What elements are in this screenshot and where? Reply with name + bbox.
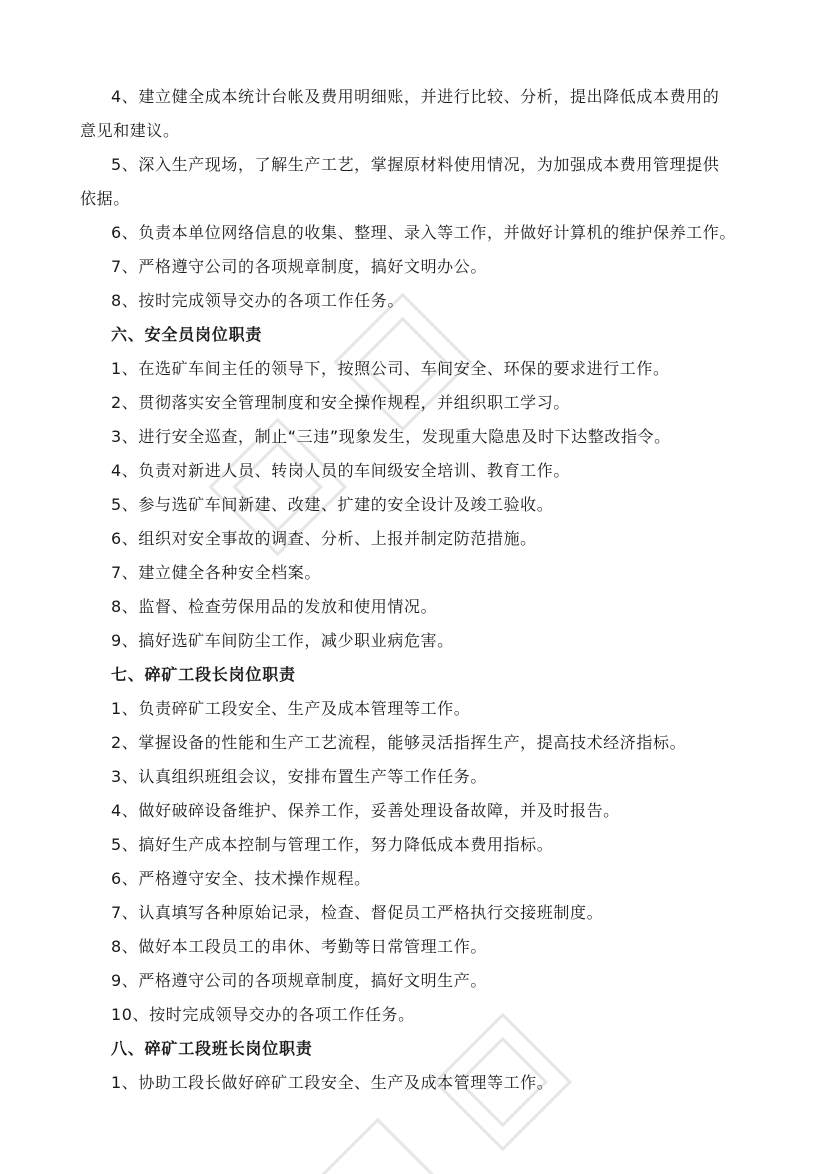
paragraph-line: 9、严格遵守公司的各项规章制度，搞好文明生产。 [111,971,487,990]
paragraph-line: 4、建立健全成本统计台帐及费用明细账，并进行比较、分析，提出降低成本费用的 [111,87,720,106]
section-heading: 七、碎矿工段长岗位职责 [111,665,296,684]
paragraph-line: 3、进行安全巡查，制止“三违”现象发生，发现重大隐患及时下达整改指令。 [111,427,671,446]
section-heading: 八、碎矿工段班长岗位职责 [111,1039,313,1058]
paragraph-line: 6、严格遵守安全、技术操作规程。 [111,869,371,888]
paragraph-line: 2、掌握设备的性能和生产工艺流程，能够灵活指挥生产，提高技术经济指标。 [111,733,687,752]
paragraph-line: 8、做好本工段员工的串休、考勤等日常管理工作。 [111,937,487,956]
paragraph-line: 2、贯彻落实安全管理制度和安全操作规程，并组织职工学习。 [111,393,570,412]
paragraph-line: 5、参与选矿车间新建、改建、扩建的安全设计及竣工验收。 [111,495,554,514]
paragraph-line: 4、负责对新进人员、转岗人员的车间级安全培训、教育工作。 [111,461,570,480]
paragraph-line: 依据。 [80,189,130,208]
paragraph-line: 7、严格遵守公司的各项规章制度，搞好文明办公。 [111,257,487,276]
paragraph-line: 7、建立健全各种安全档案。 [111,563,321,582]
paragraph-line: 10、按时完成领导交办的各项工作任务。 [111,1005,415,1024]
section-heading: 六、安全员岗位职责 [111,325,263,344]
paragraph-line: 8、按时完成领导交办的各项工作任务。 [111,291,404,310]
paragraph-line: 3、认真组织班组会议，安排布置生产等工作任务。 [111,767,487,786]
paragraph-line: 4、做好破碎设备维护、保养工作，妥善处理设备故障，并及时报告。 [111,801,620,820]
paragraph-line: 9、搞好选矿车间防尘工作，减少职业病危害。 [111,631,454,650]
paragraph-line: 1、协助工段长做好碎矿工段安全、生产及成本管理等工作。 [111,1073,554,1092]
paragraph-line: 1、在选矿车间主任的领导下，按照公司、车间安全、环保的要求进行工作。 [111,359,670,378]
paragraph-line: 意见和建议。 [80,121,180,140]
paragraph-line: 1、负责碎矿工段安全、生产及成本管理等工作。 [111,699,471,718]
paragraph-line: 7、认真填写各种原始记录，检查、督促员工严格执行交接班制度。 [111,903,604,922]
paragraph-line: 8、监督、检查劳保用品的发放和使用情况。 [111,597,438,616]
paragraph-line: 6、负责本单位网络信息的收集、整理、录入等工作，并做好计算机的维护保养工作。 [111,223,736,242]
paragraph-line: 5、深入生产现场，了解生产工艺，掌握原材料使用情况，为加强成本费用管理提供 [111,155,720,174]
paragraph-line: 5、搞好生产成本控制与管理工作，努力降低成本费用指标。 [111,835,554,854]
paragraph-line: 6、组织对安全事故的调查、分析、上报并制定防范措施。 [111,529,537,548]
